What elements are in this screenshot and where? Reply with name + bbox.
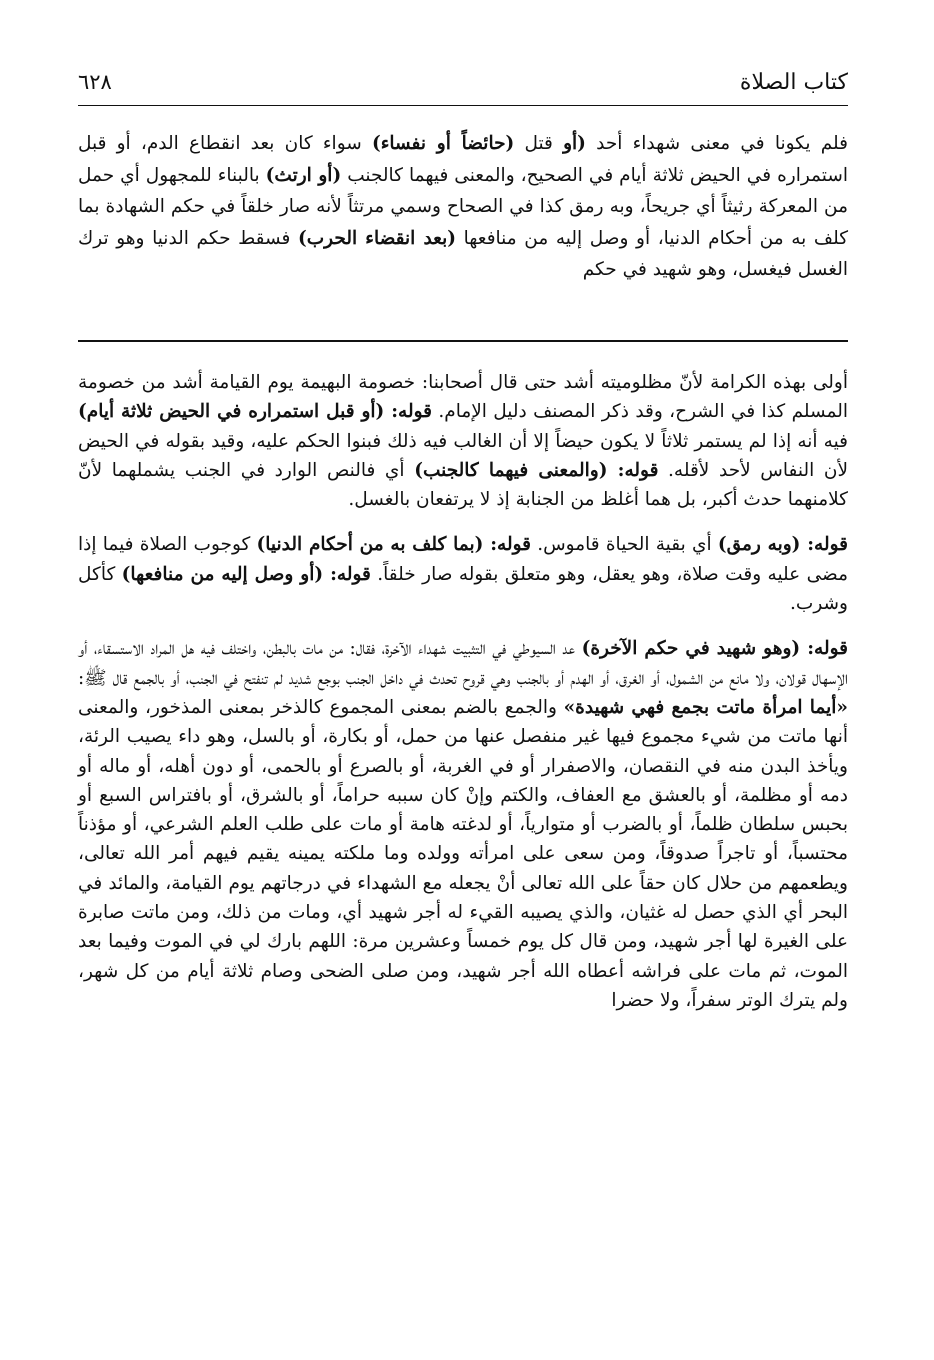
note-text-run: فيه أنه إذا لم يستمر ثلاثاً لا يكون حيضاً إلا أن الغالب فيه ذلك فبنوا الحكم عليه، وقيد بقوله في الحيض لأن النفاس لأحد لأقله. [78, 430, 848, 481]
header-rule [78, 105, 848, 106]
note-text-run: كأكل وشرب. [78, 563, 848, 615]
note-paragraph [78, 634, 848, 1015]
page-header [78, 66, 848, 98]
main-text [78, 128, 848, 286]
main-text-run: بالبناء للمجهول أي حمل من المعركة رثيثاً أي جريحاً، وبه رمق كذا في الصحاح وسمي مرتثاً لأنه صار خلقاً في حكم الشهادة بما كلف به من أحكام الدنيا، أو وصل إليه من منافعها [78, 164, 849, 249]
page-number: ٦٢٨ [78, 70, 112, 94]
main-text-bold: (أو ارتث) [265, 164, 342, 186]
note-lemma: قوله: (بما كلف به من أحكام الدنيا) [256, 534, 531, 556]
note-lemma: قوله: (وهو شهيد في حكم الآخرة) [581, 638, 848, 660]
note-paragraph [78, 368, 848, 514]
commentary-notes [78, 368, 848, 1015]
main-text-bold: (أو [563, 133, 586, 154]
note-lemma: قوله: (وبه رمق) [717, 534, 849, 556]
note-text-run: كوجوب الصلاة فيما إذا مضى عليه وقت صلاة، وهو يعقل، وهو متعلق بقوله صار خلقاً. [78, 534, 848, 585]
main-text-run: فلم يكونا في معنى شهداء أحد [585, 133, 848, 154]
note-text-run: أولى بهذه الكرامة لأنّ مظلوميته أشد حتى قال أصحابنا: خصومة البهيمة يوم القيامة أشد من خصومة المسلم كذا في الشرح، وقد ذكر المصنف دليل الإمام. [78, 372, 848, 423]
main-text-run: قتل [514, 133, 564, 154]
note-text-run: عد السيوطي في التثبيت شهداء الآخرة، فقال: من مات بالبطن، واختلف فيه هل المراد الاستسقاء، أو الإسهال قولان، ولا مانع من الشمول، أو الغرق، أو الهدم أو بالجنب وهي قروح تحدث في داخل الجنب بوجع شديد لم تنفتح في الجنب، أو بالجمع قال ﷺ: [78, 638, 848, 689]
main-paragraph [78, 128, 848, 286]
note-paragraph [78, 530, 848, 618]
hadith-quote: «أيما امرأة ماتت بجمع فهي شهيدة» [563, 696, 848, 718]
note-lemma: قوله: (أو قبل استمراره في الحيض ثلاثة أيام) [78, 401, 432, 423]
main-text-run: سواء كان بعد انقطاع الدم، أو قبل استمراره في الحيض ثلاثة أيام في الصحيح، والمعنى فيهما كالجنب [78, 133, 848, 186]
main-text-bold: (حائضاً أو نفساء) [371, 133, 515, 154]
note-text-run: أي فالنص الوارد في الجنب يشملهما لأنّ كلامنهما حدث أكبر، بل هما أغلظ من الجنابة إذ لا يرتفعان بالغسل. [78, 459, 848, 511]
main-text-bold: (بعد انقضاء الحرب) [298, 227, 456, 249]
note-text-run: أي بقية الحياة قاموس. [530, 534, 718, 556]
book-title: كتاب الصلاة [739, 69, 848, 95]
footnote-separator [78, 340, 848, 342]
note-lemma: قوله: (أو وصل إليه من منافعها) [121, 563, 371, 585]
note-text-run: والجمع بالضم بمعنى المجموع كالذخر بمعنى المذخور، والمعنى أنها ماتت من شيء مجموع فيها غير منفصل عنها من حمل، أو بكارة، أو بالسل، وهو داء يصيب الرئة، ويأخذ البدن منه في النقصان، والاصفرار أو في الغربة، أو بالصرع أو بالحمى، أو دون أهله، أو ماله أو دمه أو مظلمة، أو بالعشق مع العفاف، والكتم وإنْ كان سببه حراماً، أو بالشرق، أو بافتراس السبع أو بحبس سلطان ظلماً، أو بالضرب أو متوارياً، أو لدغته هامة أو مات على طلب العلم الشرعي، أو مؤذناً محتسباً، أو تاجراً صدوقاً، ومن سعى على امرأته وولده وما ملكته يمينه يقيم فيهم أمر الله تعالى، ويطعمهم من حلال كان حقاً على الله تعالى أنْ يجعله مع الشهداء في درجاتهم يوم القيامة، والمائد في البحر أي الذي حصل له غثيان، والذي يصيبه القيء له أجر شهيد أي، ومات من ذلك، ومن ماتت صابرة على الغيرة لها أجر شهيد، ومن قال كل يوم خمساً وعشرين مرة: اللهم بارك لي في الموت وفيما بعد الموت، ثم مات على فراشه أعطاه الله أجر شهيد، ومن صلى الضحى وصام ثلاثة أيام من كل شهر، ولم يترك الوتر سفراً، ولا حضرا [78, 696, 848, 1011]
note-lemma: قوله: (والمعنى فيهما كالجنب) [414, 459, 659, 481]
main-text-run: فسقط حكم الدنيا وهو ترك الغسل فيغسل، وهو شهيد في حكم [78, 227, 848, 281]
